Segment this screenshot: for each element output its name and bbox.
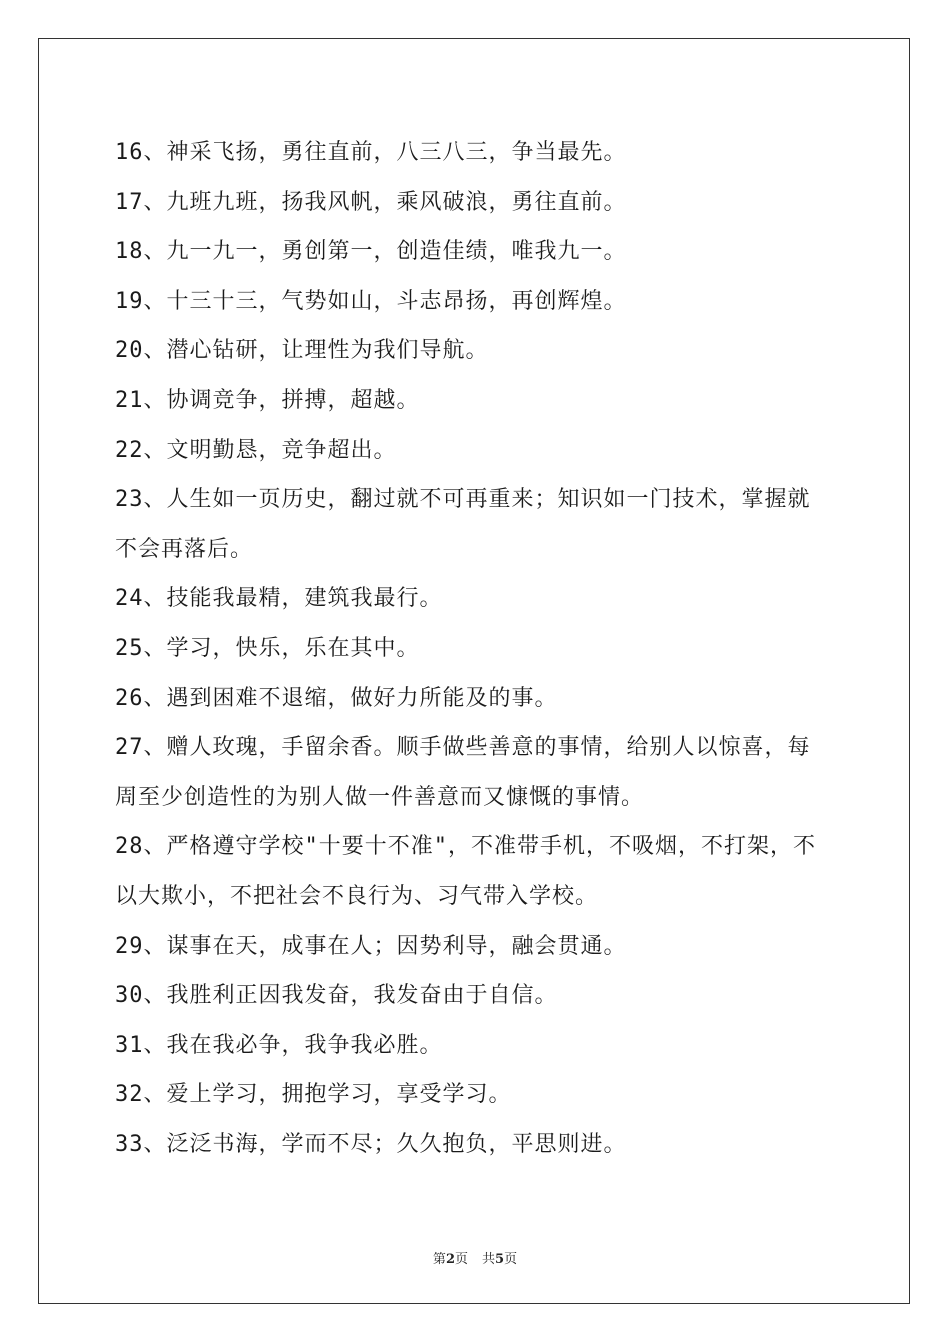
- document-body: [115, 128, 840, 1169]
- text-line: 30、我胜利正因我发奋，我发奋由于自信。: [115, 983, 558, 1009]
- text-line: 不会再落后。: [115, 536, 254, 562]
- text-line: 32、爱上学习，拥抱学习，享受学习。: [115, 1082, 512, 1108]
- text-line: 26、遇到困难不退缩，做好力所能及的事。: [115, 685, 558, 711]
- text-line: 20、潜心钻研，让理性为我们导航。: [115, 338, 489, 364]
- text-line: 24、技能我最精，建筑我最行。: [115, 586, 443, 612]
- text-line: 28、严格遵守学校"十要十不准"，不准带手机，不吸烟，不打架，不: [115, 834, 816, 860]
- text-line: 周至少创造性的为别人做一件善意而又慷慨的事情。: [115, 784, 645, 810]
- total-pages-prefix: 共: [482, 1252, 496, 1267]
- text-line: 23、人生如一页历史，翻过就不可再重来；知识如一门技术，掌握就: [115, 487, 811, 513]
- text-line: 22、文明勤恳，竞争超出。: [115, 437, 397, 463]
- text-line: 17、九班九班，扬我风帆，乘风破浪，勇往直前。: [115, 189, 627, 215]
- text-line: 27、赠人玫瑰，手留余香。顺手做些善意的事情，给别人以惊喜，每: [115, 735, 811, 761]
- total-pages-suffix: 页: [504, 1252, 518, 1267]
- text-line: 21、协调竞争，拼搏，超越。: [115, 387, 420, 413]
- text-line: 25、学习，快乐，乐在其中。: [115, 635, 420, 661]
- text-line: 18、九一九一，勇创第一，创造佳绩，唯我九一。: [115, 239, 627, 265]
- text-line: 以大欺小，不把社会不良行为、习气带入学校。: [115, 883, 599, 909]
- current-page-number: 2: [445, 1252, 455, 1267]
- text-line: 29、谋事在天，成事在人；因势利导，融会贯通。: [115, 933, 627, 959]
- text-line: 31、我在我必争，我争我必胜。: [115, 1032, 443, 1058]
- text-line: 33、泛泛书海，学而不尽；久久抱负，平思则进。: [115, 1131, 627, 1157]
- text-line: 16、神采飞扬，勇往直前，八三八三，争当最先。: [115, 140, 627, 165]
- total-pages-number: 5: [495, 1252, 505, 1267]
- text-line: 19、十三十三，气势如山，斗志昂扬，再创辉煌。: [115, 288, 627, 314]
- page-footer: [0, 1248, 950, 1267]
- page-number-suffix: 页: [454, 1252, 468, 1267]
- page-number-prefix: 第: [432, 1252, 446, 1267]
